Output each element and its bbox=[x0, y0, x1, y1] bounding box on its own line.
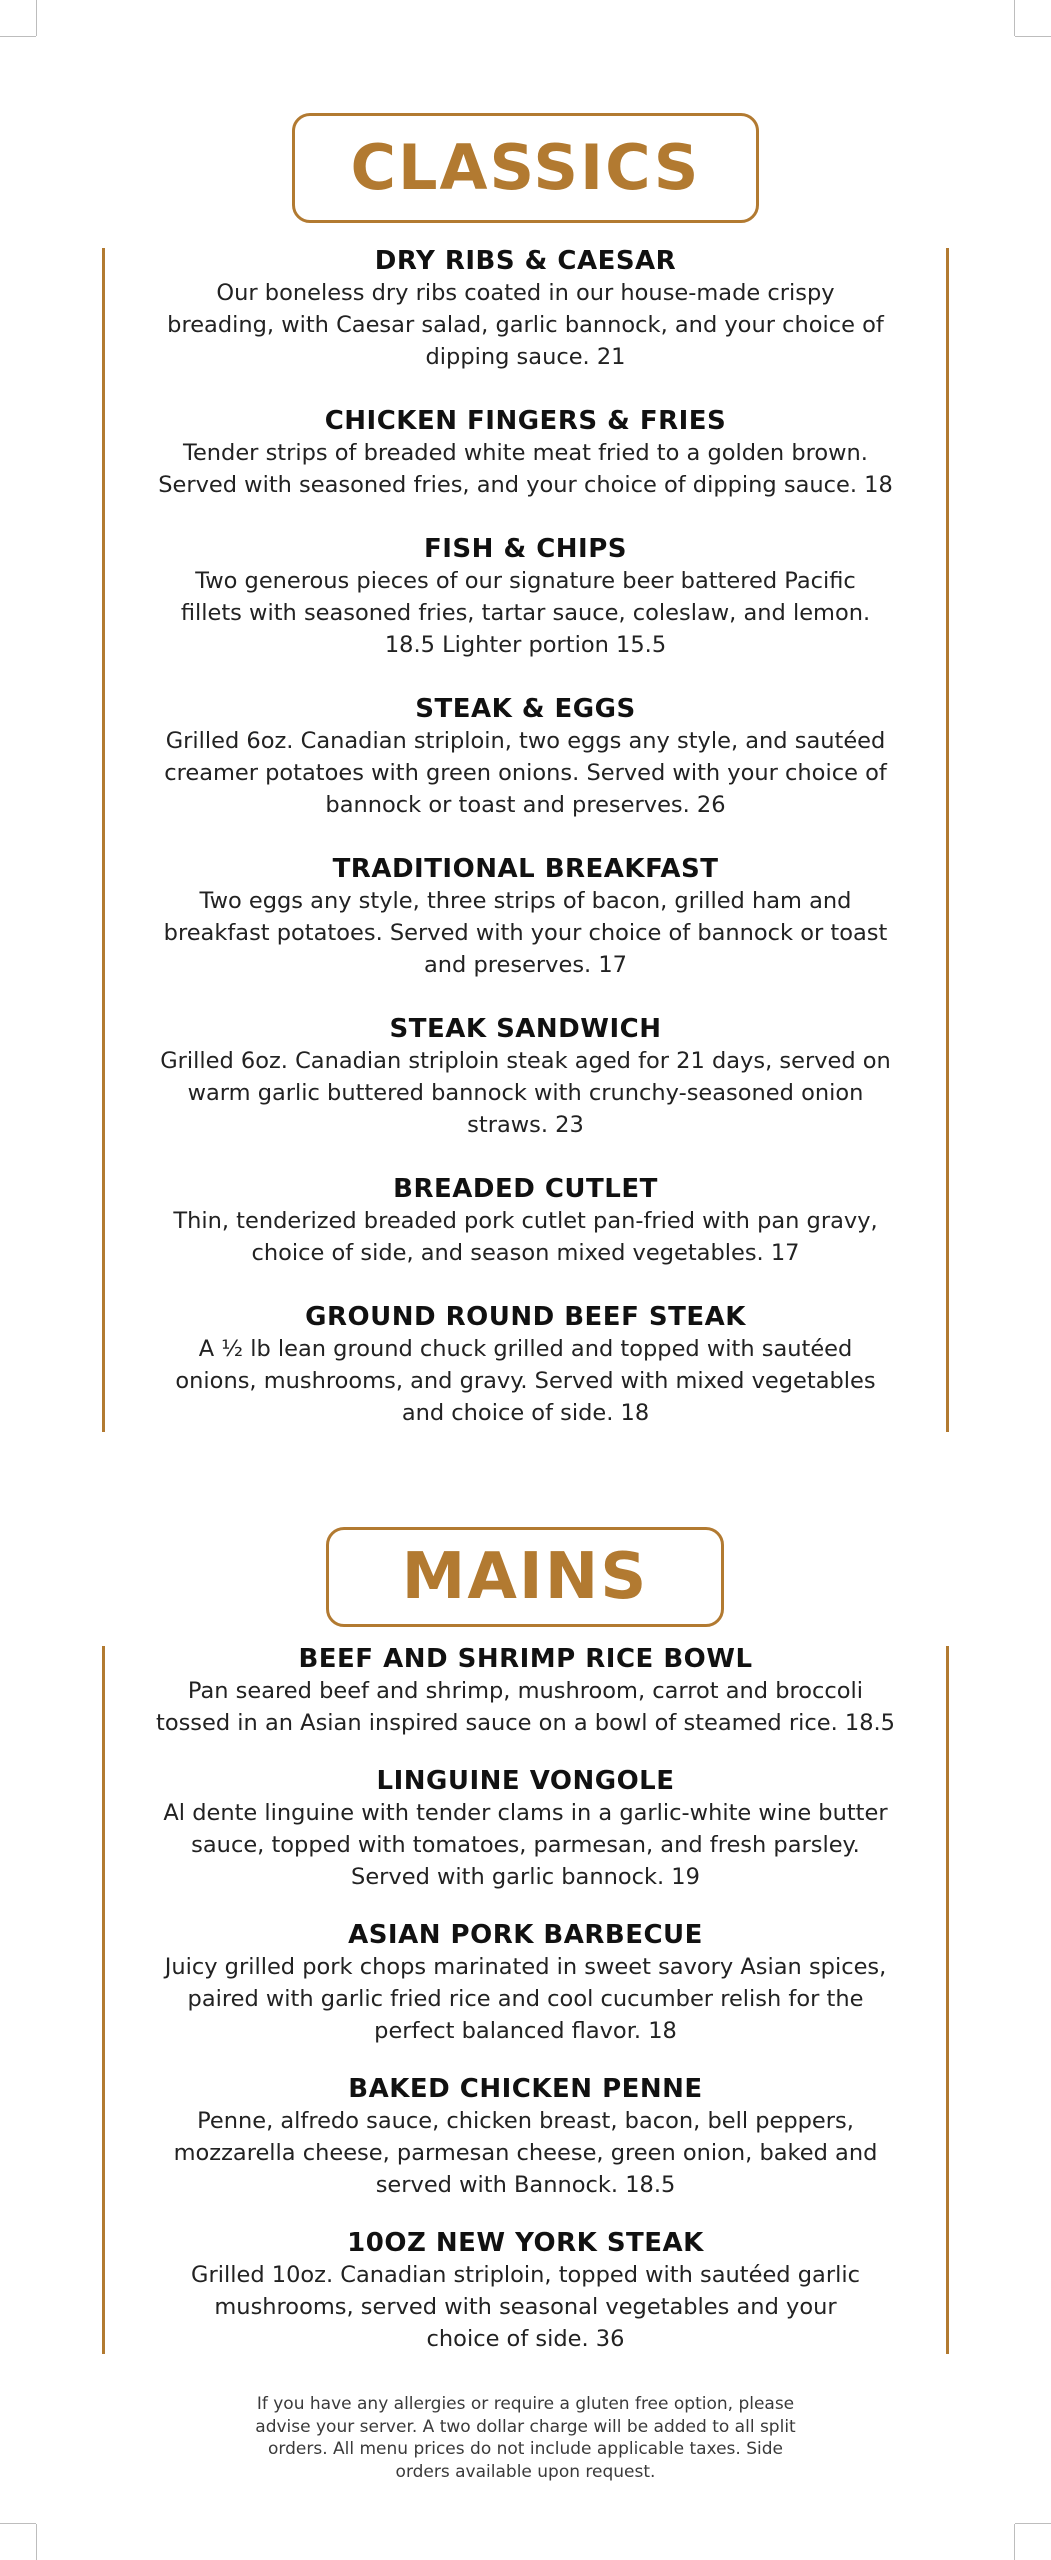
menu-item-description: Grilled 6oz. Canadian striploin, two eggs any style, and sautéed creamer potatoes with green onions. Served with your choice of bannock or toast and preserves. 26 bbox=[164, 728, 887, 818]
crop-mark-top-right-v bbox=[1014, 0, 1015, 36]
mains-title: MAINS bbox=[401, 1540, 649, 1614]
menu-item bbox=[110, 853, 941, 981]
menu-item bbox=[110, 405, 941, 501]
menu-item bbox=[110, 533, 941, 661]
menu-item-description: Pan seared beef and shrimp, mushroom, carrot and broccoli tossed in an Asian inspired sauce on a bowl of steamed rice. 18.5 bbox=[156, 1678, 895, 1736]
crop-mark-top-left-v bbox=[36, 0, 37, 36]
menu-item-description: A ½ lb lean ground chuck grilled and topped with sautéed onions, mushrooms, and gravy. Served with mixed vegetables and choice of side. 18 bbox=[175, 1336, 876, 1426]
menu-item bbox=[110, 693, 941, 821]
classics-title-box bbox=[292, 113, 759, 223]
menu-item bbox=[110, 1013, 941, 1141]
menu-item-description: Two generous pieces of our signature beer battered Pacific fillets with seasoned fries, tartar sauce, coleslaw, and lemon. 18.5 Lighter portion 15.5 bbox=[180, 568, 871, 658]
classics-right-rule bbox=[946, 248, 949, 1432]
menu-item bbox=[110, 2227, 941, 2355]
menu-item bbox=[110, 1301, 941, 1429]
menu-item-name: BREADED CUTLET bbox=[393, 1174, 658, 1204]
menu-item bbox=[110, 2073, 941, 2201]
crop-mark-top-right-h bbox=[1015, 36, 1051, 37]
menu-item bbox=[110, 1919, 941, 2047]
menu-item-name: DRY RIBS & CAESAR bbox=[374, 246, 677, 276]
crop-mark-bottom-right-h bbox=[1015, 2523, 1051, 2524]
mains-right-rule bbox=[946, 1646, 949, 2354]
menu-item-name: BAKED CHICKEN PENNE bbox=[348, 2074, 703, 2104]
mains-item-list bbox=[110, 1643, 941, 2355]
menu-item-name: ASIAN PORK BARBECUE bbox=[348, 1920, 703, 1950]
menu-item-description: Thin, tenderized breaded pork cutlet pan-fried with pan gravy, choice of side, and season mixed vegetables. 17 bbox=[173, 1208, 878, 1266]
menu-item-description: Al dente linguine with tender clams in a garlic-white wine butter sauce, topped with tomatoes, parmesan, and fresh parsley. Served with garlic bannock. 19 bbox=[163, 1800, 888, 1890]
menu-item bbox=[110, 1765, 941, 1893]
crop-mark-bottom-left-v bbox=[36, 2524, 37, 2560]
crop-mark-bottom-right-v bbox=[1014, 2524, 1015, 2560]
menu-item-name: 10OZ NEW YORK STEAK bbox=[347, 2228, 704, 2258]
menu-item-name: STEAK & EGGS bbox=[415, 694, 636, 724]
menu-item-name: CHICKEN FINGERS & FRIES bbox=[324, 406, 727, 436]
menu-item bbox=[110, 245, 941, 373]
crop-mark-top-left-h bbox=[0, 36, 36, 37]
menu-item-description: Grilled 6oz. Canadian striploin steak aged for 21 days, served on warm garlic buttered bannock with crunchy-seasoned onion straws. 23 bbox=[160, 1048, 891, 1138]
menu-item bbox=[110, 1643, 941, 1739]
allergy-footer-note: If you have any allergies or require a gluten free option, please advise your server. A two dollar charge will be added to all split orders. All menu prices do not include applicable taxes. Side orders available upon request. bbox=[255, 2394, 796, 2482]
menu-item-name: FISH & CHIPS bbox=[424, 534, 627, 564]
menu-item-description: Two eggs any style, three strips of bacon, grilled ham and breakfast potatoes. Served with your choice of bannock or toast and preserves. 17 bbox=[163, 888, 888, 978]
menu-item-description: Penne, alfredo sauce, chicken breast, bacon, bell peppers, mozzarella cheese, parmesan cheese, green onion, baked and served with Bannock. 18.5 bbox=[173, 2108, 878, 2198]
menu-item-name: TRADITIONAL BREAKFAST bbox=[332, 854, 719, 884]
menu-item-description: Grilled 10oz. Canadian striploin, topped with sautéed garlic mushrooms, served with seasonal vegetables and your choice of side. 36 bbox=[191, 2262, 860, 2352]
menu-item-description: Our boneless dry ribs coated in our house-made crispy breading, with Caesar salad, garlic bannock, and your choice of dipping sauce. 21 bbox=[167, 280, 884, 370]
menu-item-name: STEAK SANDWICH bbox=[389, 1014, 662, 1044]
mains-title-box bbox=[326, 1527, 724, 1627]
classics-title: CLASSICS bbox=[350, 131, 701, 204]
crop-mark-bottom-left-h bbox=[0, 2523, 36, 2524]
menu-item-name: LINGUINE VONGOLE bbox=[376, 1766, 675, 1796]
menu-item-description: Juicy grilled pork chops marinated in sweet savory Asian spices, paired with garlic fried rice and cool cucumber relish for the perfect balanced flavor. 18 bbox=[164, 1954, 887, 2044]
menu-item-name: BEEF AND SHRIMP RICE BOWL bbox=[298, 1644, 753, 1674]
classics-left-rule bbox=[102, 248, 105, 1432]
menu-item bbox=[110, 1173, 941, 1269]
mains-left-rule bbox=[102, 1646, 105, 2354]
classics-item-list bbox=[110, 245, 941, 1429]
menu-item-description: Tender strips of breaded white meat fried to a golden brown. Served with seasoned fries, and your choice of dipping sauce. 18 bbox=[158, 440, 893, 498]
menu-item-name: GROUND ROUND BEEF STEAK bbox=[305, 1302, 746, 1332]
